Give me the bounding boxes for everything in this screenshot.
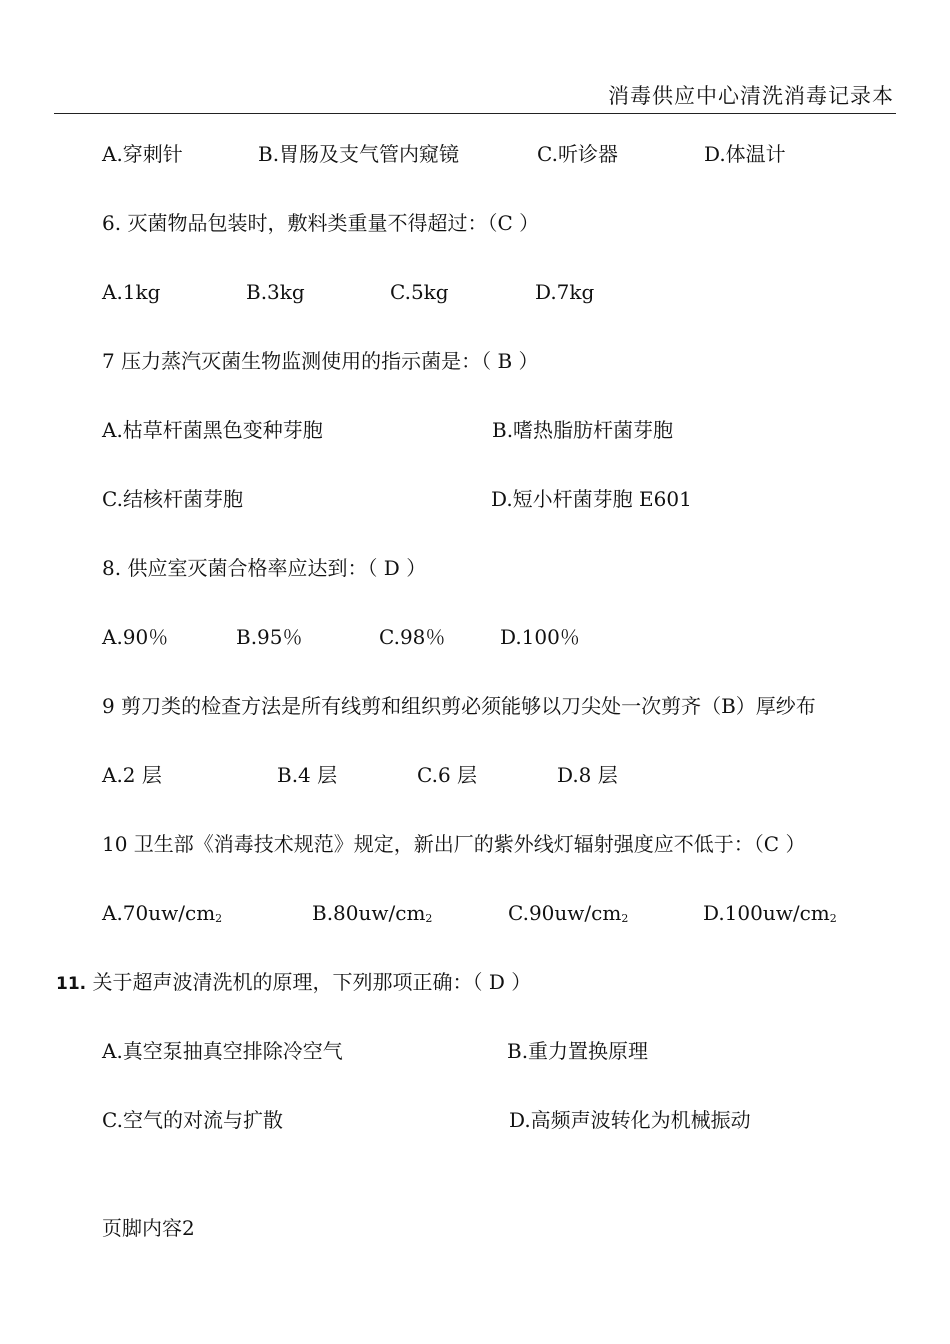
q5-option-b: B.胃肠及支气管内窥镜 (258, 142, 460, 166)
q10-option-d (703, 899, 837, 933)
q5-option-d: D.体温计 (704, 142, 786, 166)
q7-option-c: C.结核杆菌芽胞 (102, 487, 243, 511)
q6-option-d: D.7kg (535, 280, 595, 304)
q8-question: 8. 供应室灭菌合格率应达到：（ D ） (102, 556, 427, 580)
q10-option-b (312, 899, 432, 933)
header-title: 消毒供应中心清洗消毒记录本 (608, 84, 894, 108)
q10-option-d-text: D.100uw/cm (703, 901, 830, 925)
q10-option-b-text: B.80uw/cm (312, 901, 426, 925)
q8-option-b: B.95％ (236, 625, 303, 649)
q8-option-d: D.100％ (500, 625, 580, 649)
q9-option-c: C.6 层 (417, 763, 478, 787)
q11-option-c: C.空气的对流与扩散 (102, 1108, 283, 1132)
q11-question-line (56, 968, 531, 998)
q10-option-a (102, 899, 222, 933)
q10-option-c (508, 899, 628, 933)
q9-option-d: D.8 层 (557, 763, 618, 787)
unit-superscript: 2 (829, 912, 837, 925)
header-divider (54, 113, 896, 114)
unit-superscript: 2 (215, 912, 223, 925)
q9-question: 9 剪刀类的检查方法是所有线剪和组织剪必须能够以刀尖处一次剪齐（B）厚纱布 (102, 694, 816, 718)
q11-option-d: D.高频声波转化为机械振动 (509, 1108, 751, 1132)
q6-option-a: A.1kg (102, 280, 161, 304)
q11-option-a: A.真空泵抽真空排除冷空气 (102, 1039, 343, 1063)
q6-option-b: B.3kg (246, 280, 305, 304)
q7-option-a: A.枯草杆菌黑色变种芽胞 (102, 418, 323, 442)
q7-option-d: D.短小杆菌芽胞 E601 (491, 487, 692, 511)
q8-option-a: A.90％ (102, 625, 169, 649)
q5-option-a: A.穿刺针 (102, 142, 183, 166)
q10-option-a-text: A.70uw/cm (102, 901, 216, 925)
q11-number: 11. (56, 974, 87, 994)
q11-option-b: B.重力置换原理 (507, 1039, 649, 1063)
q7-option-b: B.嗜热脂肪杆菌芽胞 (492, 418, 674, 442)
q9-option-a: A.2 层 (102, 763, 162, 787)
q9-option-b: B.4 层 (277, 763, 338, 787)
q10-option-c-text: C.90uw/cm (508, 901, 622, 925)
q11-question: 关于超声波清洗机的原理，下列那项正确：（ D ） (92, 970, 532, 994)
q6-option-c: C.5kg (390, 280, 449, 304)
q10-question: 10 卫生部《消毒技术规范》规定，新出厂的紫外线灯辐射强度应不低于：（C ） (102, 832, 806, 856)
q5-option-c: C.听诊器 (537, 142, 618, 166)
unit-superscript: 2 (425, 912, 433, 925)
page-footer: 页脚内容2 (102, 1216, 195, 1240)
q8-option-c: C.98％ (379, 625, 446, 649)
unit-superscript: 2 (621, 912, 629, 925)
q7-question: 7 压力蒸汽灭菌生物监测使用的指示菌是：（ B ） (102, 349, 539, 373)
q6-question: 6. 灭菌物品包装时，敷料类重量不得超过：（C ） (102, 211, 540, 235)
